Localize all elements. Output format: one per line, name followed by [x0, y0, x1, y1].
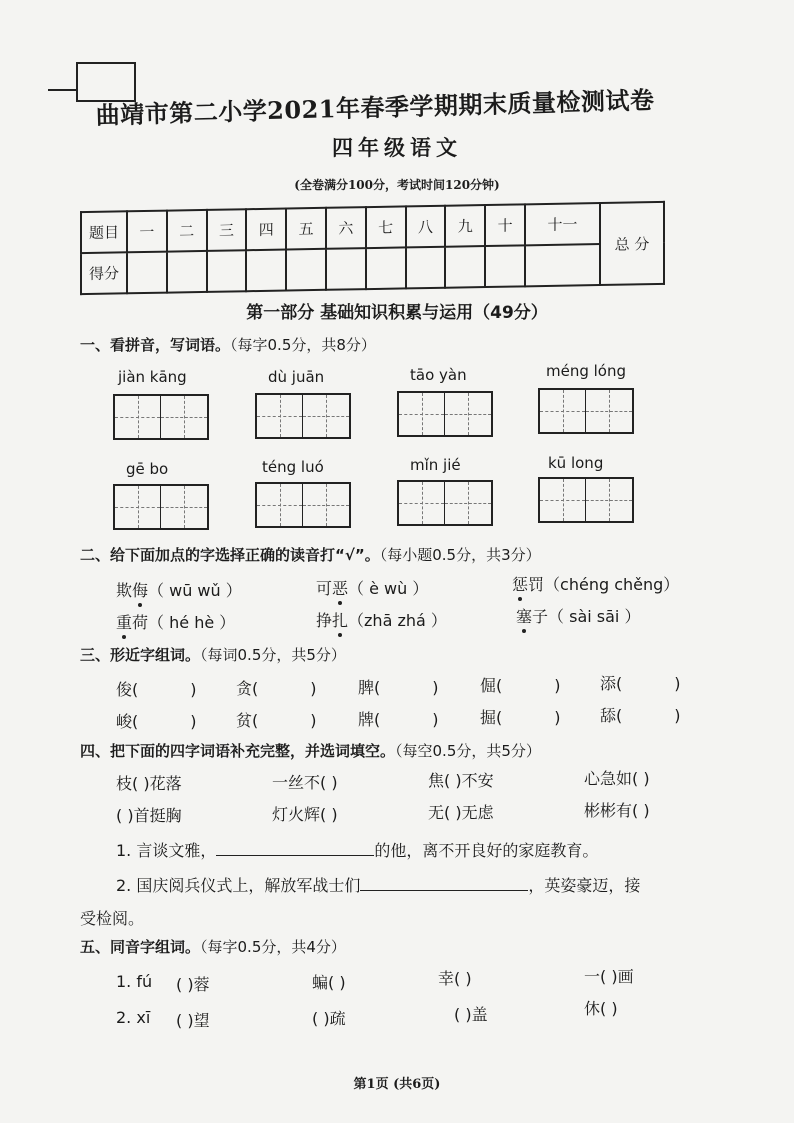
reading-options[interactable]: （ wū wǔ ） [148, 581, 242, 600]
pronunciation-item: 惩罚（chéng chěng） [512, 572, 679, 595]
score-row-label-score: 得分 [81, 252, 127, 294]
question-2-heading [80, 544, 541, 565]
fill-sentence-2-continuation: 受检阅。 [80, 909, 145, 928]
score-col-10: 十 [485, 204, 525, 246]
question-2-points: （每小题0.5分，共3分） [379, 546, 541, 564]
idiom-item: 无( )无虑 [428, 803, 494, 822]
question-5-heading [80, 936, 346, 957]
pronunciation-item: 欺侮（ wū wǔ ） [116, 578, 242, 601]
dotted-character: 重 [116, 610, 132, 633]
score-cell[interactable] [445, 246, 485, 288]
fill-sentence-2: 2. 国庆阅兵仪式上，解放军战士们 ，英姿豪迈，接 [116, 876, 641, 895]
idiom-item: 灯火辉( ) [272, 805, 338, 824]
character-grid[interactable] [538, 477, 634, 523]
pinyin-label: gē bo [126, 460, 169, 478]
pinyin-label: dù juān [268, 368, 325, 386]
dotted-character: 侮 [132, 578, 148, 601]
question-2-title: 二、给下面加点的字选择正确的读音打“√”。 [80, 546, 380, 564]
question-4-title: 四、把下面的四字词语补充完整，并选词填空。 [80, 742, 396, 760]
reading-options[interactable]: （zhā zhá ） [348, 611, 447, 630]
dotted-character: 扎 [332, 608, 348, 631]
answer-blank[interactable] [360, 890, 528, 891]
pinyin-label: jiàn kāng [118, 368, 187, 386]
question-4-heading [80, 740, 541, 761]
score-col-3: 三 [207, 209, 247, 251]
score-row-label-topics: 题目 [81, 211, 127, 253]
homophone-item: ( )望 [176, 1011, 210, 1030]
homophone-label: 1. fú [116, 972, 153, 991]
score-col-9: 九 [445, 205, 485, 247]
score-col-total: 总 分 [600, 202, 664, 285]
word-item: 牌( ) [358, 710, 439, 729]
homophone-item: 蝙( ) [312, 973, 346, 992]
homophone-label: 2. xī [116, 1008, 151, 1027]
question-5-title: 五、同音字组词。 [80, 938, 201, 956]
word-item: 俊( ) [116, 680, 197, 699]
pinyin-label: kū long [548, 454, 604, 472]
character-grid[interactable] [255, 482, 351, 528]
word-item: 贫( ) [236, 711, 317, 730]
idiom-item: 焦( )不安 [428, 771, 494, 790]
score-col-8: 八 [406, 206, 446, 248]
idiom-item: 彬彬有( ) [584, 801, 650, 820]
answer-blank[interactable] [216, 855, 374, 856]
corner-line [48, 89, 78, 91]
question-1-title: 一、看拼音，写词语。 [80, 336, 231, 354]
score-col-1: 一 [127, 211, 167, 253]
idiom-item: 枝( )花落 [116, 774, 182, 793]
score-col-6: 六 [326, 207, 366, 249]
dotted-character: 惩 [512, 572, 528, 595]
score-cell[interactable] [127, 252, 167, 294]
reading-options[interactable]: （ hé hè ） [148, 613, 236, 632]
score-cell[interactable] [366, 247, 406, 289]
homophone-item: ( )蓉 [176, 975, 210, 994]
character-grid[interactable] [113, 484, 209, 530]
question-5-points: （每字0.5分，共4分） [200, 938, 346, 956]
question-1-heading [80, 334, 376, 355]
exam-subtitle: 四年级语文 [332, 135, 462, 160]
word-item: 峻( ) [116, 712, 197, 731]
exam-title: 曲靖市第二小学2021年春季学期期末质量检测试卷 [95, 85, 655, 130]
word-item: 贪( ) [236, 679, 317, 698]
word-item: 舔( ) [600, 706, 681, 725]
character-grid[interactable] [113, 394, 209, 440]
pronunciation-item: 重荷（ hé hè ） [116, 610, 235, 633]
idiom-item: ( )首挺胸 [116, 806, 182, 825]
word-item: 掘( ) [480, 708, 561, 727]
idiom-item: 一丝不( ) [272, 773, 338, 792]
homophone-item: 一( )画 [584, 967, 634, 986]
reading-options[interactable]: （ sài sāi ） [548, 607, 641, 626]
question-3-title: 三、形近字组词。 [80, 646, 201, 664]
word-item: 倔( ) [480, 676, 561, 695]
score-cell[interactable] [485, 245, 525, 287]
page-footer: 第1页 (共6页) [353, 1077, 441, 1092]
score-col-4: 四 [246, 209, 286, 251]
pronunciation-item: 挣扎（zhā zhá ） [316, 608, 447, 631]
character-grid[interactable] [397, 480, 493, 526]
question-1-points: （每字0.5分，共8分） [230, 336, 376, 354]
pronunciation-item: 可恶（ è wù ） [316, 576, 428, 599]
score-cell[interactable] [406, 247, 446, 289]
part-one-heading: 第一部分 基础知识积累与运用（49分） [246, 303, 548, 323]
pinyin-label: méng lóng [546, 362, 627, 380]
homophone-item: 幸( ) [438, 969, 472, 988]
question-3-points: （每词0.5分，共5分） [200, 646, 346, 664]
fill-sentence-1: 1. 言谈文雅， 的他，离不开良好的家庭教育。 [116, 841, 599, 860]
pinyin-label: mǐn jié [410, 456, 461, 474]
idiom-item: 心急如( ) [584, 769, 650, 788]
reading-options[interactable]: （ è wù ） [348, 579, 429, 598]
score-cell[interactable] [326, 248, 366, 290]
word-item: 脾( ) [358, 678, 439, 697]
reading-options[interactable]: （chéng chěng） [544, 575, 680, 594]
dotted-character: 恶 [332, 576, 348, 599]
question-3-heading [80, 644, 346, 665]
homophone-item: 休( ) [584, 999, 618, 1018]
score-cell[interactable] [207, 250, 247, 292]
dotted-character: 塞 [516, 604, 532, 627]
exam-note: (全卷满分100分，考试时间120分钟) [294, 178, 500, 192]
character-grid[interactable] [538, 388, 634, 434]
score-col-7: 七 [366, 206, 406, 248]
score-col-5: 五 [286, 208, 326, 250]
character-grid[interactable] [397, 391, 493, 437]
score-table-score-row [81, 243, 664, 294]
score-cell[interactable] [286, 249, 326, 291]
pinyin-label: tāo yàn [410, 366, 467, 384]
character-grid[interactable] [255, 393, 351, 439]
score-cell[interactable] [246, 250, 286, 292]
score-cell[interactable] [167, 251, 207, 293]
score-cell[interactable] [525, 244, 600, 286]
question-4-points: （每空0.5分，共5分） [395, 742, 541, 760]
score-col-2: 二 [167, 210, 207, 252]
homophone-item: ( )疏 [312, 1009, 346, 1028]
pronunciation-item: 塞子（ sài sāi ） [516, 604, 640, 627]
pinyin-label: téng luó [262, 458, 324, 476]
score-col-11: 十一 [525, 203, 600, 245]
word-item: 添( ) [600, 674, 681, 693]
score-table [80, 201, 665, 295]
homophone-item: ( )盖 [454, 1005, 488, 1024]
